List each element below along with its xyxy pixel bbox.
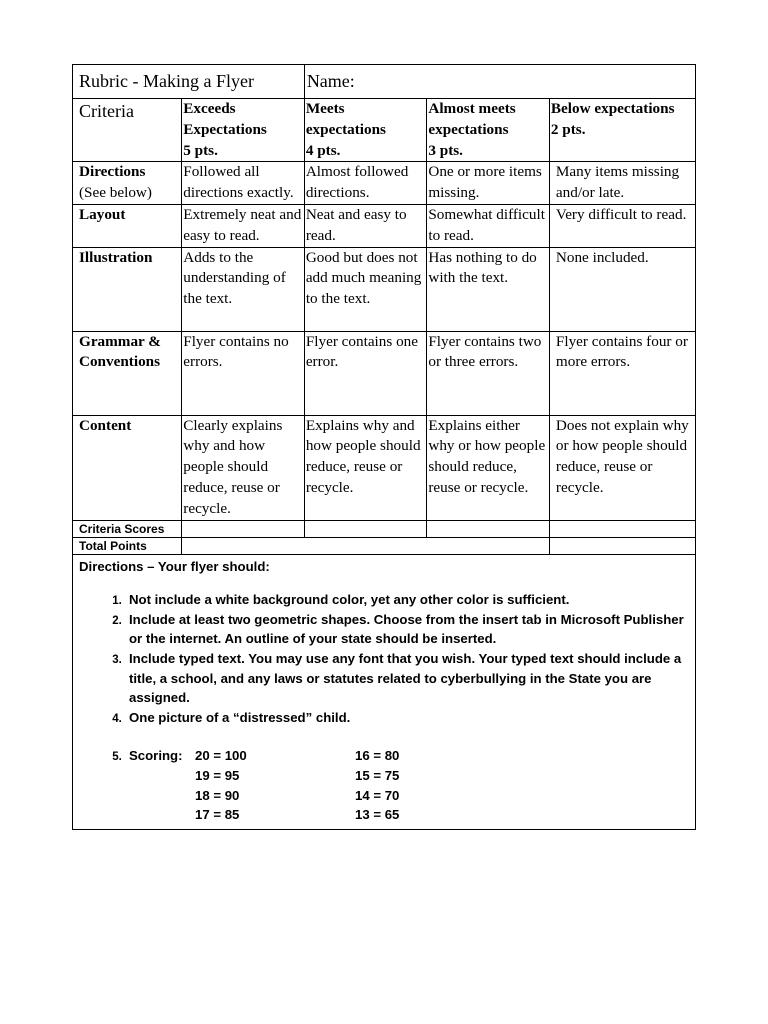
- total-points-cell: [182, 537, 550, 554]
- cell-almost-meets: Somewhat difficult to read.: [427, 204, 550, 247]
- cell-meets: Good but does not add much meaning to the text.: [304, 247, 427, 331]
- criterion-label: Directions: [79, 163, 146, 181]
- level-header-below: [549, 99, 695, 162]
- cell-meets: Explains why and how people should reduce, reuse or recycle.: [304, 415, 427, 520]
- direction-item: 3. Include typed text. You may use any font that you wish. Your typed text should include a title, a school, and any laws or statutes related to cyberbullying in the State you are assigned.: [125, 649, 689, 708]
- cell-exceeds: Followed all directions exactly.: [182, 162, 305, 205]
- cell-meets: Almost followed directions.: [304, 162, 427, 205]
- direction-item: 2. Include at least two geometric shapes. Choose from the insert tab in Microsoft Publisher or the internet. An outline of your state should be inserted.: [125, 610, 689, 649]
- score-right: 16 = 80: [355, 748, 400, 764]
- score-cell: [304, 520, 427, 537]
- title-row: [73, 65, 696, 99]
- cell-meets: Flyer contains one error.: [304, 331, 427, 415]
- row-illustration: [73, 247, 696, 331]
- cell-exceeds: Adds to the understanding of the text.: [182, 247, 305, 331]
- cell-almost-meets: Has nothing to do with the text.: [427, 247, 550, 331]
- score-cell: [182, 520, 305, 537]
- name-field: Name:: [304, 65, 695, 99]
- cell-below: Flyer contains four or more errors.: [549, 331, 695, 415]
- level-points: 4 pts.: [305, 141, 341, 159]
- level-label: Exceeds Expectations: [183, 100, 267, 138]
- level-points: 5 pts.: [183, 141, 218, 159]
- score-right: 15 = 75: [355, 767, 400, 783]
- scoring-grid: [129, 746, 689, 824]
- cell-almost-meets: Explains either why or how people should reduce, reuse or recycle.: [427, 415, 550, 520]
- level-label: Below expectations: [550, 100, 675, 117]
- cell-meets: Neat and easy to read.: [304, 204, 427, 247]
- scoring-label: 5. Scoring:: [129, 748, 183, 764]
- cell-almost-meets: One or more items missing.: [427, 162, 550, 205]
- row-directions: [73, 162, 696, 205]
- criteria-scores-label: Criteria Scores: [73, 520, 182, 537]
- directions-list: [79, 590, 689, 825]
- total-points-label: Total Points: [73, 537, 182, 554]
- criterion-layout: Layout: [73, 204, 182, 247]
- rubric-table: [72, 64, 696, 830]
- score-cell: [549, 520, 695, 537]
- directions-heading: Directions – Your flyer should:: [79, 558, 270, 574]
- criterion-illustration: Illustration: [73, 247, 182, 331]
- row-layout: [73, 204, 696, 247]
- level-label: Almost meets expectations: [428, 100, 516, 138]
- cell-below: Many items missing and/or late.: [549, 162, 695, 205]
- score-left: 20 = 100: [195, 748, 247, 764]
- score-right: 13 = 65: [355, 807, 400, 823]
- cell-below: Very difficult to read.: [549, 204, 695, 247]
- criterion-note: (See below): [79, 184, 152, 202]
- score-right: 14 = 70: [355, 787, 400, 803]
- rubric-title: Rubric - Making a Flyer: [73, 65, 305, 99]
- scoring-item: [125, 746, 689, 824]
- score-left: 19 = 95: [195, 767, 240, 783]
- criterion-content: Content: [73, 415, 182, 520]
- level-label: Meets expectations: [305, 100, 386, 138]
- cell-below: Does not explain why or how people should reduce, reuse or recycle.: [549, 415, 695, 520]
- cell-exceeds: Extremely neat and easy to read.: [182, 204, 305, 247]
- score-left: 18 = 90: [195, 787, 240, 803]
- row-grammar: [73, 331, 696, 415]
- level-points: 3 pts.: [428, 141, 463, 159]
- level-header-almost-meets: [427, 99, 550, 162]
- directions-row: [73, 554, 696, 829]
- cell-almost-meets: Flyer contains two or three errors.: [427, 331, 550, 415]
- directions-section: [73, 554, 696, 829]
- level-points: 2 pts.: [550, 120, 586, 138]
- total-points-extra-cell: [549, 537, 695, 554]
- criterion-grammar: Grammar & Conventions: [73, 331, 182, 415]
- header-row: [73, 99, 696, 162]
- criterion-directions: [73, 162, 182, 205]
- row-content: [73, 415, 696, 520]
- criteria-heading: Criteria: [73, 99, 182, 162]
- direction-item: 1. Not include a white background color, yet any other color is sufficient.: [125, 590, 689, 610]
- cell-exceeds: Clearly explains why and how people should reduce, reuse or recycle.: [182, 415, 305, 520]
- score-left: 17 = 85: [195, 807, 240, 823]
- level-header-exceeds: [182, 99, 305, 162]
- total-points-row: [73, 537, 696, 554]
- cell-below: None included.: [549, 247, 695, 331]
- cell-exceeds: Flyer contains no errors.: [182, 331, 305, 415]
- direction-item: 4. One picture of a “distressed” child.: [125, 708, 689, 728]
- score-cell: [427, 520, 550, 537]
- criteria-scores-row: [73, 520, 696, 537]
- level-header-meets: [304, 99, 427, 162]
